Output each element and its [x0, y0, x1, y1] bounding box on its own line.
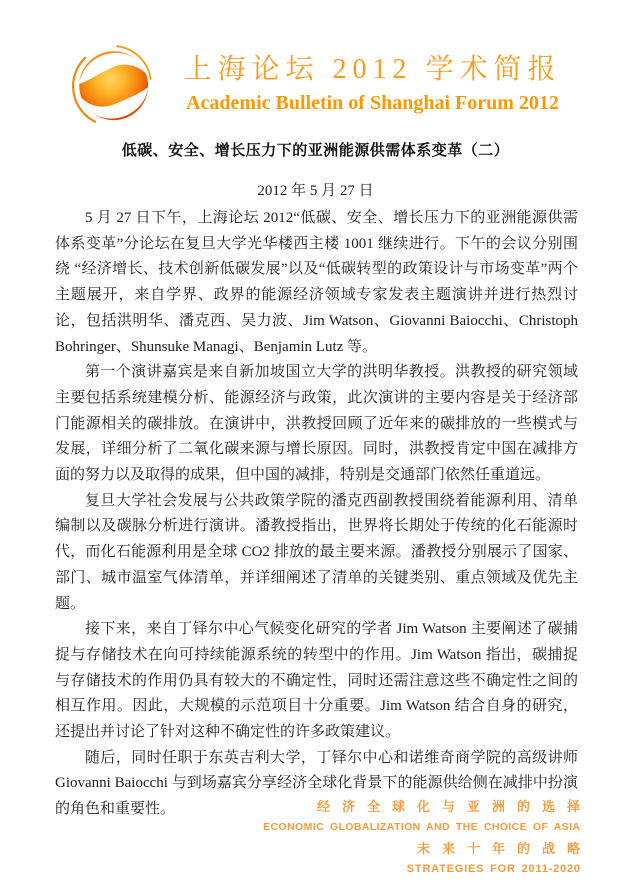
footer-slogan — [263, 796, 592, 880]
slogan-cn-line1: 经济全球化与亚洲的选择 — [316, 799, 592, 814]
slogan-en-line2: STRATEGIES FOR 2011-2020 — [406, 863, 581, 875]
session-title: 低碳、安全、增长压力下的亚洲能源供需体系变革（二） — [121, 143, 510, 159]
bulletin-header — [70, 42, 585, 126]
article-body — [55, 206, 578, 823]
paragraph: 复旦大学社会发展与公共政策学院的潘克西副教授围绕着能源利用、清单编制以及碳脉分析进行演讲。潘教授指出，世界将长期处于传统的化石能源时代，而化石能源利用是全球 CO2 排放的最主要来源。潘教授分别展示了国家、部门、城市温室气体清单，并详细阐述了清单的关键类别、重点领域及优先主题。 — [55, 492, 578, 612]
paragraph: 接下来，来自丁铎尔中心气候变化研究的学者 Jim Watson 主要阐述了碳捕捉与存储技术在向可持续能源系统的转型中的作用。Jim Watson 指出，碳捕捉与存储技术的作用仍具有较大的不确定性，同时还需注意这些不确定性之间的相互作用。因此，大规模的示范项目十分重要。Jim Watson 结合自身的研究，还提出并讨论了针对这种不确定性的许多政策建议。 — [55, 621, 578, 741]
bulletin-title-cn: 上海论坛 2012 学术简报 — [183, 54, 562, 85]
slogan-cn-line2: 未来十年的战略 — [416, 841, 592, 856]
paragraph: 随后，同时任职于东英吉利大学，丁铎尔中心和诺维奇商学院的高级讲师 Giovanni Baiocchi 与到场嘉宾分享经济全球化背景下的能源供给侧在减排中扮演的角色和重要性。 — [55, 749, 578, 818]
bulletin-title-block — [154, 54, 585, 114]
shanghai-forum-logo — [70, 42, 154, 126]
slogan-en-line1: ECONOMIC GLOBALIZATION AND THE CHOICE OF ASIA — [263, 821, 581, 833]
paragraph: 第一个演讲嘉宾是来自新加坡国立大学的洪明华教授。洪教授的研究领域主要包括系统建模分析、能源经济与政策，此次演讲的主要内容是关于经济部门能源相关的碳排放。在演讲中，洪教授回顾了近年来的碳排放的一些模式与发展，详细分析了二氧化碳来源与增长原因。同时，洪教授肯定中国在减排方面的努力以及取得的成果，但中国的减排，特别是交通部门依然任重道远。 — [55, 364, 578, 484]
bulletin-title-en: Academic Bulletin of Shanghai Forum 2012 — [186, 92, 559, 114]
paragraph: 5 月 27 日下午，上海论坛 2012“低碳、安全、增长压力下的亚洲能源供需体系变革”分论坛在复旦大学光华楼西主楼 1001 继续进行。下午的会议分别围绕 “经济增长、技术创新低碳发展”以及“低碳转型的政策设计与市场变革”两个主题展开，来自学界、政界的能源经济领域专家发表主题演讲并进行热烈讨论，包括洪明华、潘克西、吴力波、Jim Watson、Giovanni Baiocchi、Christoph Bohringer、Shunsuke Managi、Benjamin Lutz 等。 — [55, 210, 578, 355]
session-date: 2012 年 5 月 27 日 — [257, 183, 374, 199]
